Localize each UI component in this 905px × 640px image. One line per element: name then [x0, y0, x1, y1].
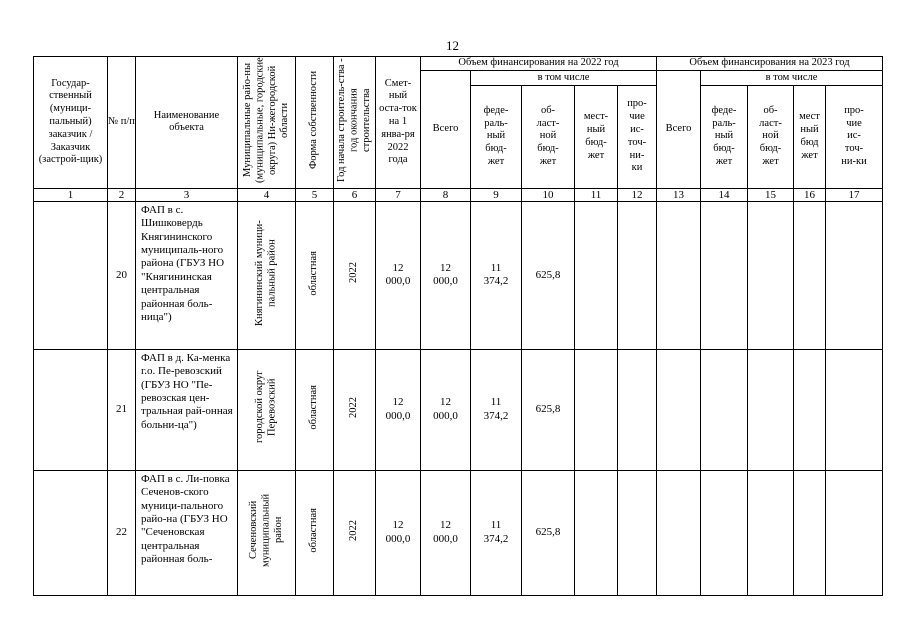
- years-text: 2022: [348, 262, 360, 284]
- header-federal-2022: феде-раль-ный бюд-жет: [471, 85, 522, 188]
- header-total-2022: Всего: [421, 71, 471, 189]
- column-number: 8: [421, 188, 471, 201]
- cell-federal-2022: 11 374,2: [471, 201, 522, 349]
- cell-total-2023: [657, 470, 701, 595]
- cell-municipal: [238, 201, 296, 349]
- cell-object-name: [136, 470, 238, 595]
- cell-federal-2023: [701, 201, 748, 349]
- header-years: [334, 57, 376, 189]
- cell-customer: [34, 470, 108, 595]
- cell-ownership: [296, 201, 334, 349]
- column-number: 13: [657, 188, 701, 201]
- cell-total-2022: 12 000,0: [421, 201, 471, 349]
- cell-regional-2022: 625,8: [522, 349, 575, 470]
- cell-customer: [34, 201, 108, 349]
- header-object-name: Наименование объекта: [136, 57, 238, 189]
- header-other-2023: про-чие ис-точ-ни-ки: [826, 85, 883, 188]
- column-number: 3: [136, 188, 238, 201]
- cell-balance: 12 000,0: [376, 470, 421, 595]
- cell-municipal: [238, 470, 296, 595]
- header-federal-2023: феде-раль-ный бюд-жет: [701, 85, 748, 188]
- cell-num: 22: [108, 470, 136, 595]
- column-number: 17: [826, 188, 883, 201]
- cell-balance: 12 000,0: [376, 349, 421, 470]
- cell-regional-2023: [748, 201, 794, 349]
- header-municipal: [238, 57, 296, 189]
- header-years-text: Год начала строитель-ства - год окончания строительства: [335, 58, 372, 182]
- object-name-text: ФАП в с. Ли-повка Сеченов-ского муници-пального райо-на (ГБУЗ НО "Сеченовская центральная районная боль-: [141, 472, 230, 566]
- column-number: 11: [575, 188, 618, 201]
- cell-total-2022: 12 000,0: [421, 349, 471, 470]
- cell-local-2022: [575, 470, 618, 595]
- cell-local-2023: [794, 201, 826, 349]
- cell-regional-2022: 625,8: [522, 470, 575, 595]
- header-estimated-balance: Смет-ный оста-ток на 1 янва-ря 2022 года: [376, 57, 421, 189]
- column-number: 10: [522, 188, 575, 201]
- years-text: 2022: [348, 519, 360, 541]
- cell-balance: 12 000,0: [376, 201, 421, 349]
- cell-other-2022: [618, 470, 657, 595]
- cell-federal-2022: 11 374,2: [471, 470, 522, 595]
- municipal-text: Сеченовский муниципальный район: [247, 493, 284, 567]
- financing-table: [33, 56, 883, 596]
- cell-regional-2022: 625,8: [522, 201, 575, 349]
- column-number: 15: [748, 188, 794, 201]
- cell-other-2022: [618, 201, 657, 349]
- header-ownership: [296, 57, 334, 189]
- header-local-2023: мест ный бюд жет: [794, 85, 826, 188]
- cell-regional-2023: [748, 349, 794, 470]
- ownership-text: областная: [308, 385, 320, 430]
- cell-years: [334, 201, 376, 349]
- header-ownership-text: Форма собственности: [308, 70, 320, 170]
- column-number: 2: [108, 188, 136, 201]
- cell-years: [334, 349, 376, 470]
- header-regional-2022: об-ласт-ной бюд-жет: [522, 85, 575, 188]
- cell-other-2023: [826, 470, 883, 595]
- column-number: 14: [701, 188, 748, 201]
- page-number: 12: [446, 38, 459, 53]
- cell-local-2023: [794, 349, 826, 470]
- cell-regional-2023: [748, 470, 794, 595]
- cell-total-2022: 12 000,0: [421, 470, 471, 595]
- column-number: 4: [238, 188, 296, 201]
- table-row: [34, 349, 883, 470]
- object-name-text: ФАП в с. Шишковердь Княгининского муниципаль-ного района (ГБУЗ НО "Княгининская центральная районная боль-ница"): [141, 203, 225, 324]
- column-number: 7: [376, 188, 421, 201]
- header-including-2022: в том числе: [471, 71, 657, 86]
- municipal-text: Княгининский муници-пальный район: [254, 220, 278, 326]
- years-text: 2022: [348, 396, 360, 418]
- column-number: 12: [618, 188, 657, 201]
- cell-ownership: [296, 349, 334, 470]
- municipal-text: городской округ Перевозский: [254, 371, 278, 444]
- cell-federal-2023: [701, 349, 748, 470]
- header-funding-2022: Объем финансирования на 2022 год: [421, 57, 657, 71]
- cell-other-2023: [826, 201, 883, 349]
- cell-local-2023: [794, 470, 826, 595]
- cell-other-2022: [618, 349, 657, 470]
- header-other-2022: про-чие ис-точ-ни-ки: [618, 85, 657, 188]
- cell-num: 21: [108, 349, 136, 470]
- column-number: 16: [794, 188, 826, 201]
- column-number: 1: [34, 188, 108, 201]
- object-name-text: ФАП в д. Ка-менка г.о. Пе-ревозский (ГБУЗ НО "Пе-ревозская цен-тральная рай-онная больни-ца"): [141, 351, 233, 431]
- header-including-2023: в том числе: [701, 71, 883, 86]
- cell-ownership: [296, 470, 334, 595]
- header-municipal-text: Муниципальные райо-ны (муниципальные, городские округа) Ни-жегородской области: [241, 57, 290, 183]
- column-number: 9: [471, 188, 522, 201]
- header-regional-2023: об-ласт-ной бюд-жет: [748, 85, 794, 188]
- column-number: 5: [296, 188, 334, 201]
- cell-object-name: [136, 201, 238, 349]
- ownership-text: областная: [308, 508, 320, 553]
- cell-years: [334, 470, 376, 595]
- cell-local-2022: [575, 349, 618, 470]
- cell-federal-2023: [701, 470, 748, 595]
- table-row: [34, 470, 883, 595]
- cell-municipal: [238, 349, 296, 470]
- cell-customer: [34, 349, 108, 470]
- header-total-2023: Всего: [657, 71, 701, 189]
- header-local-2022: мест-ный бюд-жет: [575, 85, 618, 188]
- cell-total-2023: [657, 349, 701, 470]
- column-number: 6: [334, 188, 376, 201]
- cell-local-2022: [575, 201, 618, 349]
- cell-federal-2022: 11 374,2: [471, 349, 522, 470]
- table-row: [34, 201, 883, 349]
- cell-num: 20: [108, 201, 136, 349]
- cell-other-2023: [826, 349, 883, 470]
- header-customer: Государ-ственный (муници-пальный) заказчик / Заказчик (застрой-щик): [34, 57, 108, 189]
- header-funding-2023: Объем финансирования на 2023 год: [657, 57, 883, 71]
- header-num: № п/п: [108, 57, 136, 189]
- cell-total-2023: [657, 201, 701, 349]
- ownership-text: областная: [308, 250, 320, 296]
- cell-object-name: [136, 349, 238, 470]
